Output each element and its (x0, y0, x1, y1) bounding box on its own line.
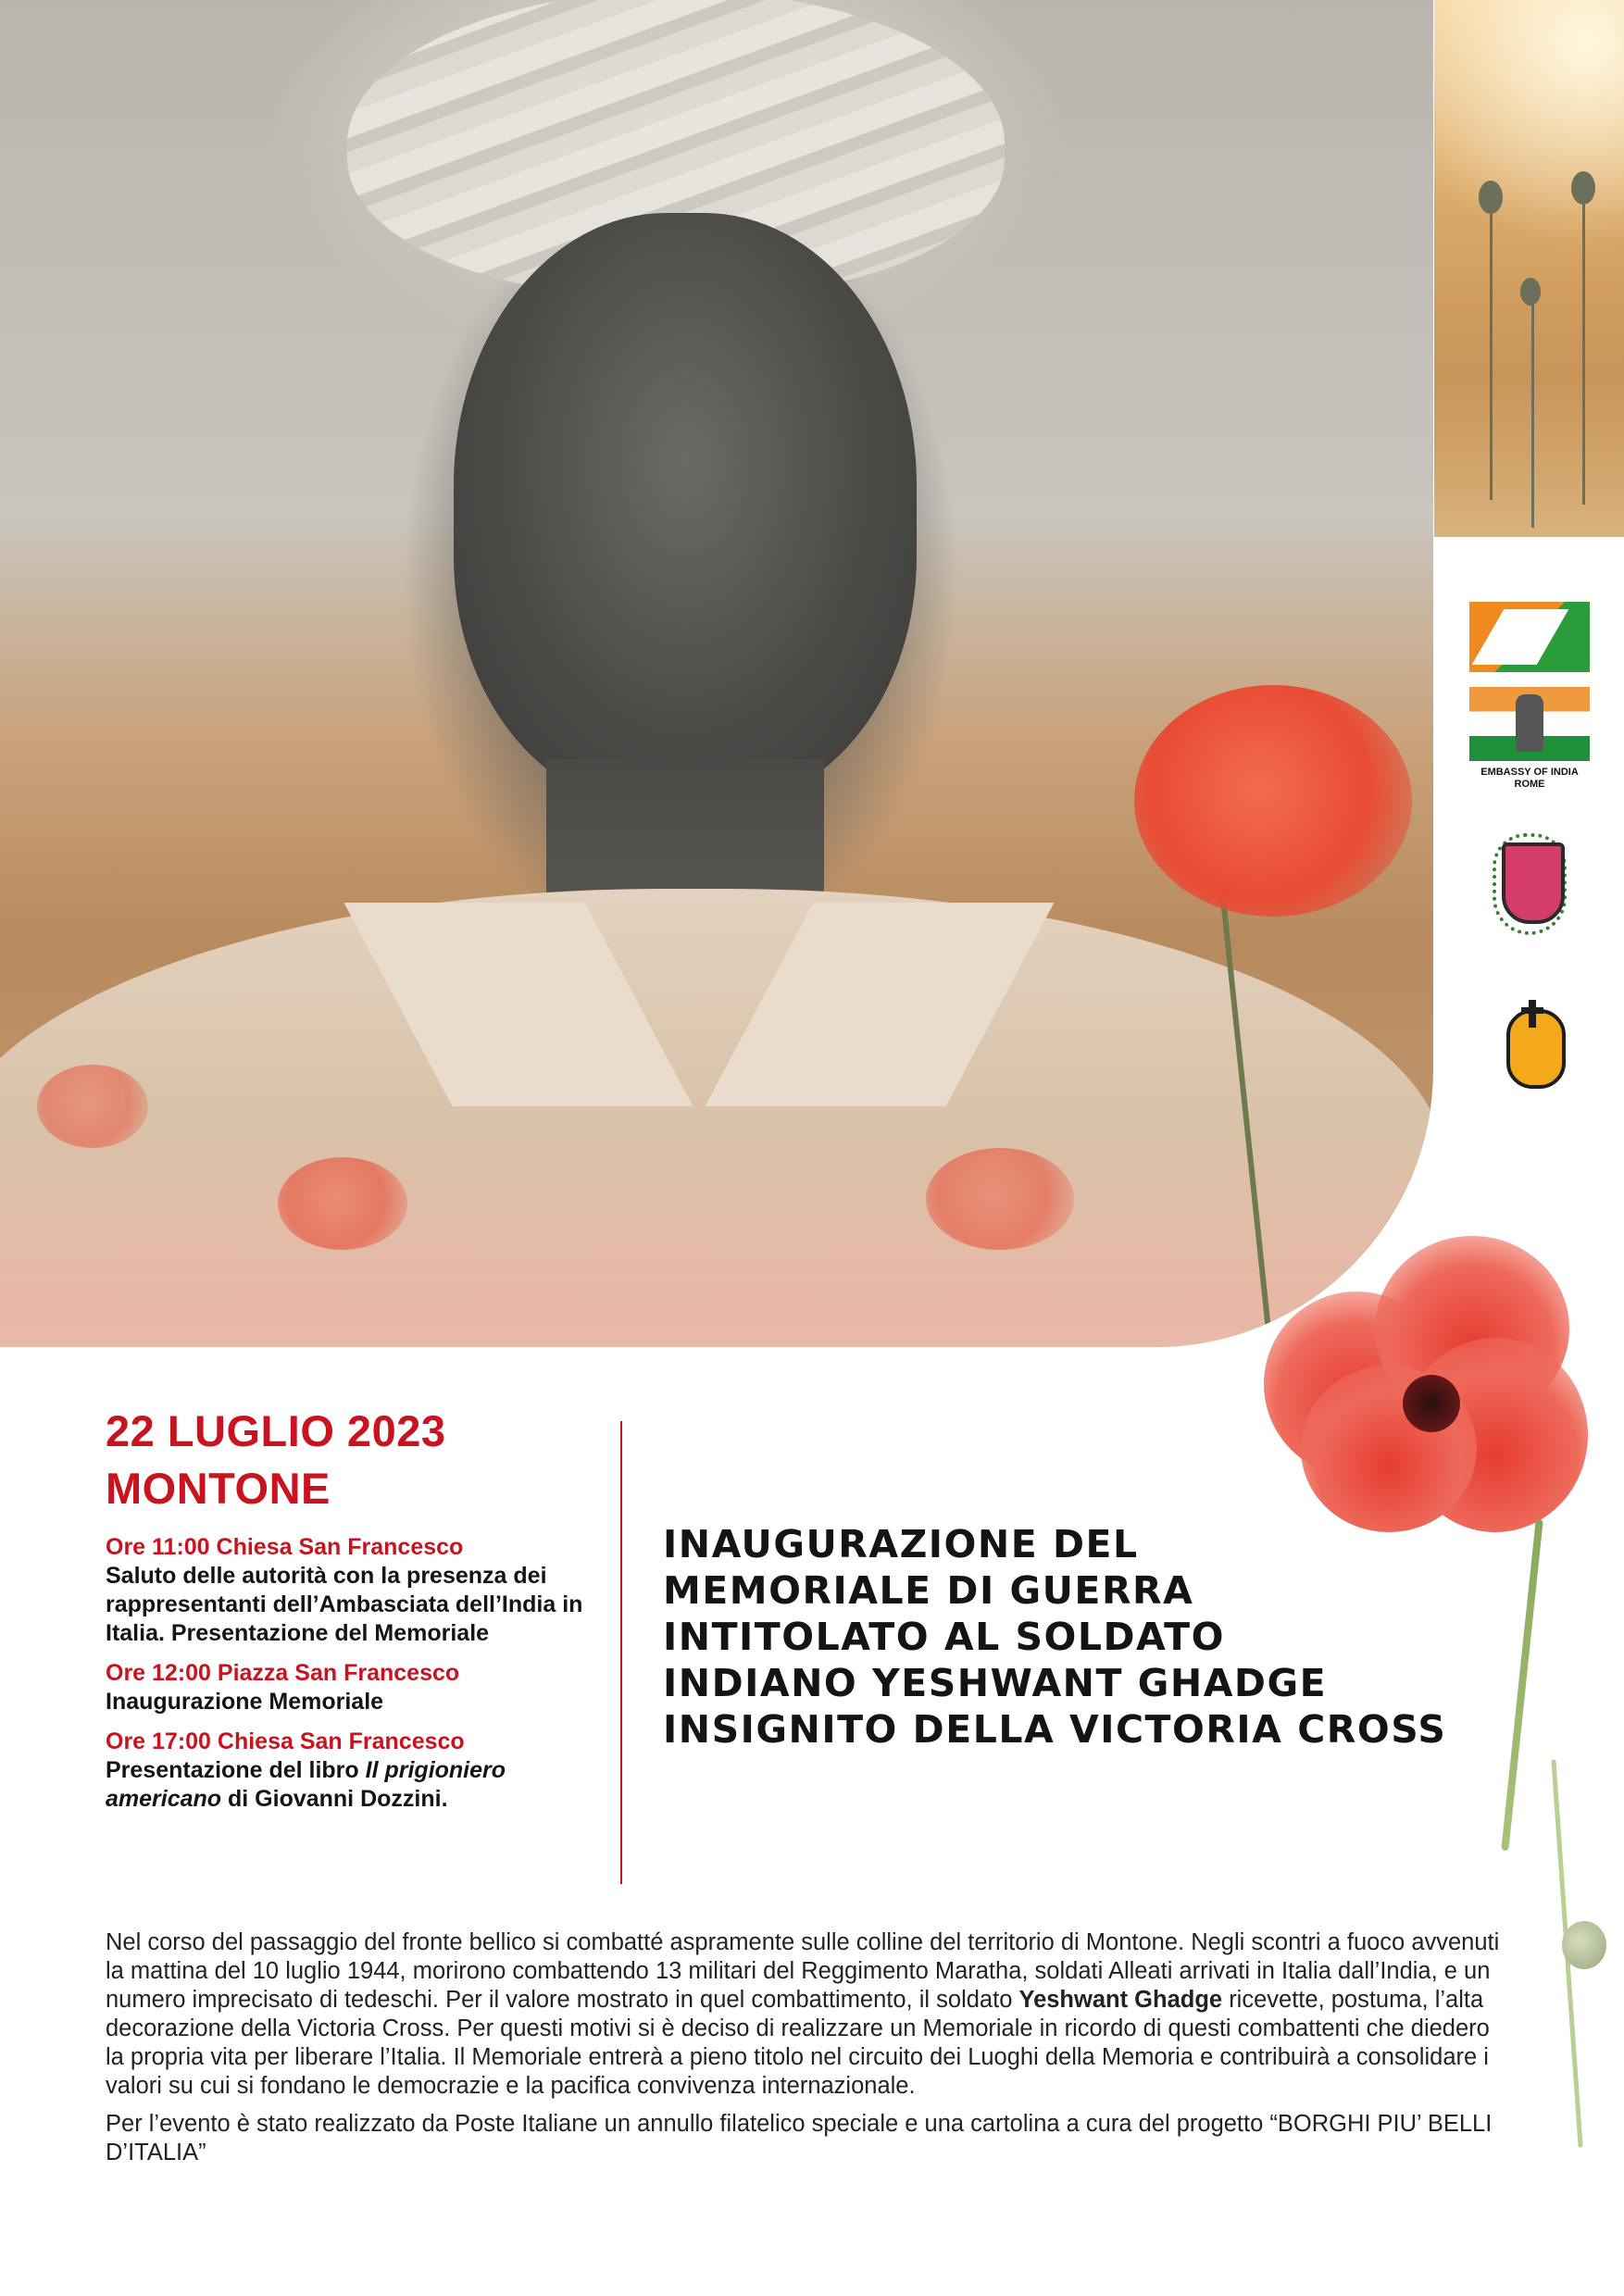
schedule-desc-part: di Giovanni Dozzini. (221, 1786, 448, 1812)
body-paragraph-2: Per l’evento è stato realizzato da Poste Italiane un annullo filatelico speciale e una cartolina a cura del progetto “BORGHI PIU’ BELLI D’ITALIA” (106, 2111, 1493, 2165)
event-date-block (106, 1403, 587, 1517)
bud-stem (1490, 194, 1493, 500)
headline-line: INSIGNITO DELLA VICTORIA CROSS (663, 1707, 1447, 1752)
poppy-blur-2 (926, 1148, 1074, 1250)
poppy-bud-icon (1520, 278, 1541, 306)
montone-coat-of-arms-logo (1493, 833, 1567, 935)
schedule-description (106, 1756, 624, 1814)
schedule-item (106, 1533, 624, 1648)
embassy-caption-line2: ROME (1514, 779, 1545, 790)
poppy-seed-pod-icon (1562, 1921, 1606, 1969)
schedule-item (106, 1659, 624, 1716)
schedule-description: Saluto delle autorità con la presenza dei rappresentanti dell’Ambasciata dell’India in Italia. Presentazione del Memoriale (106, 1563, 583, 1646)
schedule-desc-part: Presentazione del libro (106, 1757, 366, 1783)
body-paragraph-1 (106, 1928, 1513, 2101)
schedule-time: Ore 11:00 Chiesa San Francesco (106, 1534, 464, 1560)
poppy-field-strip-photo (1434, 0, 1624, 537)
headline-line: INTITOLATO AL SOLDATO (663, 1615, 1225, 1659)
event-schedule (106, 1533, 624, 1825)
soldier-shirt (0, 889, 1433, 1347)
soldier-name: Yeshwant Ghadge (1018, 1987, 1223, 2013)
storica-mente-logo (1486, 1000, 1579, 1102)
red-poppy-illustration (1264, 1236, 1597, 1541)
body-text-part: Nel corso del passaggio del fronte bellico si combatté aspramente sulle colline del territorio di Montone. Negli scontri a fuoco avvenuti la mattina del 10 luglio 1944, morirono combattendo 13 militari del Reggimento Maratha, soldati Alleati arrivati in Italia dall’India, e un numero imprecisato di tedeschi. Per il valore mostrato in quel combattimento, il soldato (106, 1929, 1500, 2013)
event-headline (663, 1521, 1543, 1753)
embassy-caption-line1: EMBASSY OF INDIA (1480, 767, 1579, 778)
poppy-blur-1 (278, 1157, 407, 1250)
event-place: MONTONE (106, 1464, 331, 1513)
book-title: Il prigioniero americano (106, 1757, 506, 1812)
schedule-item (106, 1728, 624, 1814)
poppy-bud-icon (1479, 181, 1503, 214)
body-text-part: ricevette, postuma, l’alta decorazione della Victoria Cross. Per questi motivi si è deciso di realizzare un Memoriale in ricordo di questi combattenti che diedero la propria vita per liberare l’Italia. Il Memoriale entrerà a pieno titolo nel circuito dei Luoghi della Memoria e contribuirà a consolidare i valori su cui si fondano le democrazie e la pacifica convivenza internazionale. (106, 1987, 1490, 2099)
schedule-time: Ore 17:00 Chiesa San Francesco (106, 1728, 465, 1754)
soldier-face (454, 213, 917, 805)
azadi-ka-amrit-mahotsav-logo (1469, 602, 1590, 672)
embassy-caption (1444, 767, 1615, 791)
poppy-bud-icon (1571, 171, 1595, 205)
ashoka-emblem-icon (1516, 694, 1543, 752)
poppy-flower-photo (1134, 685, 1412, 917)
schedule-description: Inaugurazione Memoriale (106, 1689, 384, 1715)
bud-stem (1531, 296, 1534, 528)
embassy-of-india-logo (1469, 687, 1590, 761)
bud-stem (1582, 190, 1585, 505)
schedule-time: Ore 12:00 Piazza San Francesco (106, 1660, 460, 1686)
headline-line: INAUGURAZIONE DEL (663, 1522, 1139, 1566)
headline-line: INDIANO YESHWANT GHADGE (663, 1661, 1328, 1705)
headline-line: MEMORIALE DI GUERRA (663, 1568, 1194, 1613)
body-text (106, 1928, 1513, 2177)
poppy-center-icon (1403, 1375, 1460, 1432)
poppy-blur-3 (37, 1065, 148, 1148)
event-date: 22 LUGLIO 2023 (106, 1406, 446, 1455)
